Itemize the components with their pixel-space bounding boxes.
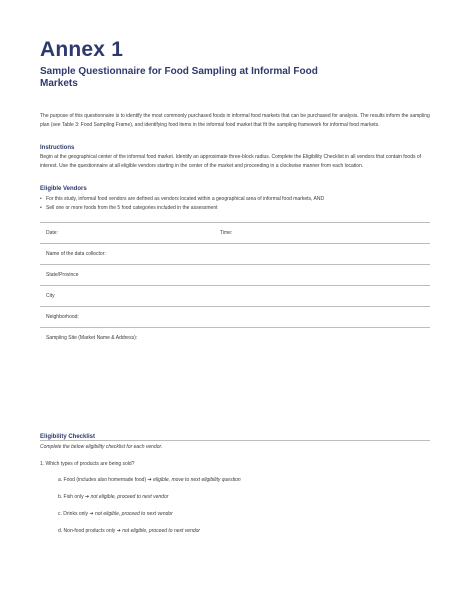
collection-form xyxy=(40,222,430,441)
neighborhood-label: Neighborhood: xyxy=(46,314,79,320)
form-row-state[interactable] xyxy=(40,265,430,286)
arrow-right-icon: ➔ xyxy=(147,477,152,483)
arrow-right-icon: ➔ xyxy=(89,511,94,517)
checklist-instruction: Complete the below eligibility checklist for each vendor. xyxy=(40,444,163,450)
sampling-site-label: Sampling Site (Market Name & Address): xyxy=(46,335,138,341)
checklist-option xyxy=(58,511,173,517)
eligible-vendors-list xyxy=(40,195,430,212)
option-result: eligible, move to next eligibility question xyxy=(153,477,241,483)
form-row-city[interactable] xyxy=(40,286,430,307)
state-label: State/Province xyxy=(46,272,79,278)
eligible-bullet: • For this study, informal food vendors are defined as vendors located within a geographical area of informal food markets, AND xyxy=(40,195,430,204)
intro-paragraph: The purpose of this questionnaire is to identify the most commonly purchased foods in informal food markets that can be purchased for analysis. The results inform the sampling plan (see Table 3: Food Sampling Frame), and identifying food items in the informal food market that fit the sampling framework for informal food markets. xyxy=(40,113,430,128)
time-label: Time: xyxy=(220,230,233,236)
option-text: a. Food (includes also homemade food) xyxy=(58,477,147,483)
page-subtitle: Sample Questionnaire for Food Sampling at Informal Food Markets xyxy=(40,66,318,89)
form-row-sampling-site[interactable] xyxy=(40,328,430,441)
date-label: Date: xyxy=(46,230,58,236)
eligible-bullet: • Sell one or more foods from the 5 food categories included in the assessment xyxy=(40,204,430,213)
checklist-heading: Eligibility Checklist xyxy=(40,434,96,440)
option-result: not eligible, proceed to next vendor xyxy=(95,511,173,517)
checklist-option xyxy=(58,528,200,534)
form-row-collector[interactable] xyxy=(40,244,430,265)
checklist-question: 1. Which types of products are being sold? xyxy=(40,461,135,467)
form-row-neighborhood[interactable] xyxy=(40,307,430,328)
checklist-option xyxy=(58,477,241,483)
checklist-option xyxy=(58,494,168,500)
arrow-right-icon: ➔ xyxy=(116,528,121,534)
option-text: b. Fish only xyxy=(58,494,84,500)
form-row-date[interactable] xyxy=(40,223,430,244)
arrow-right-icon: ➔ xyxy=(84,494,90,500)
option-result: not eligible, proceed to next vendor xyxy=(90,494,169,500)
instructions-heading: Instructions xyxy=(40,145,75,151)
option-text: c. Drinks only xyxy=(58,511,89,517)
option-text: d. Non-food products only xyxy=(58,528,116,534)
page-title: Annex 1 xyxy=(40,38,124,61)
eligible-vendors-heading: Eligible Vendors xyxy=(40,186,87,192)
option-result: not eligible, proceed to next vendor xyxy=(122,528,201,534)
collector-label: Name of the data collector: xyxy=(46,251,106,257)
instructions-text: Begin at the geographical center of the informal food market. Identify an approximate three-block radius. Complete the Eligibility Checklist in all vendors that contain foods of interest. Use the questionnaire at all eligible vendors starting in the center of the market and proceeding in a clockwise manner from each location. xyxy=(40,154,422,169)
city-label: City xyxy=(46,293,55,299)
